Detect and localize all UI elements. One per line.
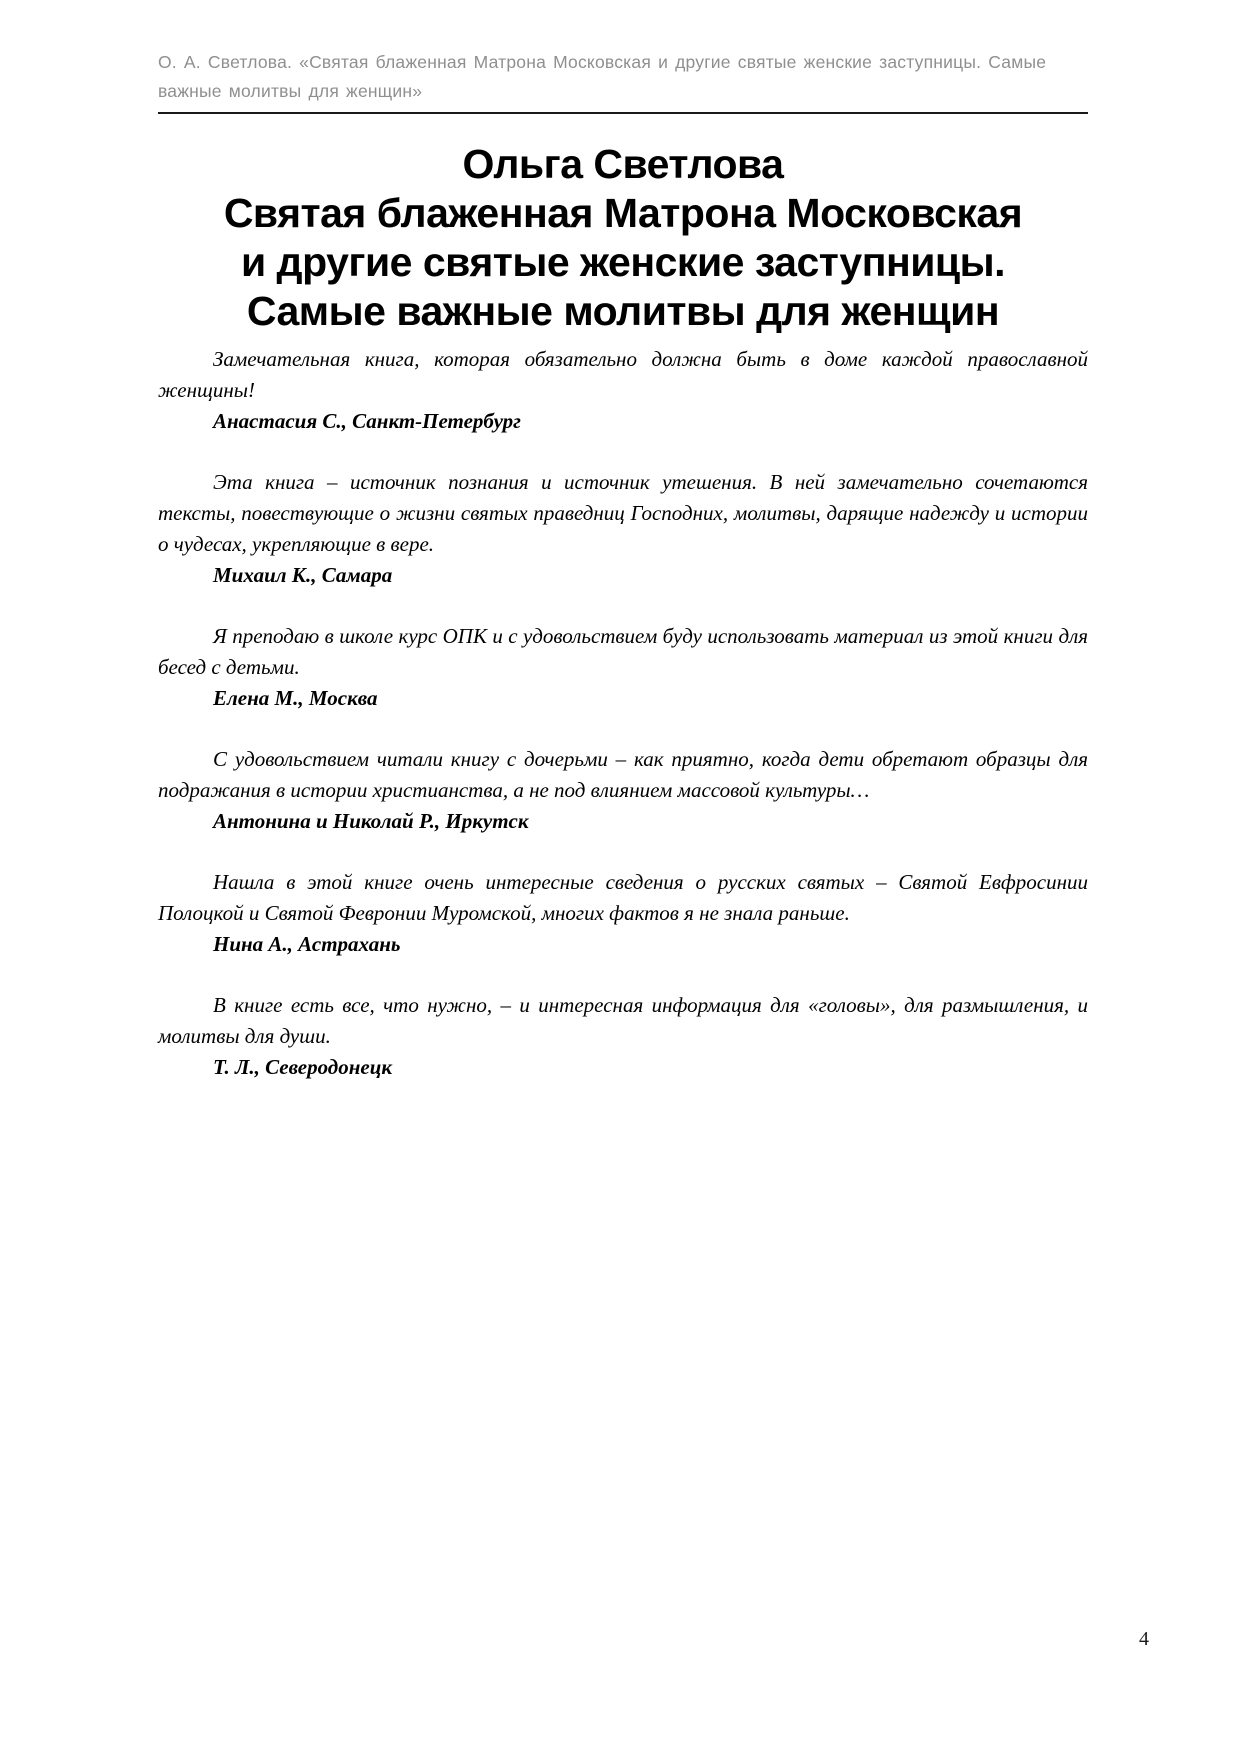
testimonial bbox=[158, 867, 1088, 960]
title-line-1: Святая блаженная Матрона Московская bbox=[223, 190, 1023, 236]
testimonial-quote: Я преподаю в школе курс ОПК и с удовольствием буду использовать материал из этой книги для бесед с детьми. bbox=[158, 624, 1088, 679]
title-line-2: и другие святые женские заступницы. bbox=[240, 239, 1006, 285]
book-title bbox=[158, 140, 1088, 336]
testimonial-quote: Нашла в этой книге очень интересные сведения о русских святых – Святой Евфросинии Полоцкой и Святой Февронии Муромской, многих фактов я не знала раньше. bbox=[158, 870, 1088, 925]
testimonial bbox=[158, 990, 1088, 1083]
title-line-3: Самые важные молитвы для женщин bbox=[246, 288, 1000, 334]
testimonial-author: Елена М., Москва bbox=[213, 686, 378, 710]
testimonial-quote: В книге есть все, что нужно, – и интересная информация для «головы», для размышления, и молитвы для души. bbox=[158, 993, 1088, 1048]
testimonial-author: Т. Л., Северодонецк bbox=[213, 1055, 393, 1079]
testimonial-quote: С удовольствием читали книгу с дочерьми – как приятно, когда дети обретают образцы для подражания в истории христианства, а не под влиянием массовой культуры… bbox=[158, 747, 1088, 802]
testimonial bbox=[158, 467, 1088, 591]
testimonial-quote: Замечательная книга, которая обязательно должна быть в доме каждой православной женщины! bbox=[158, 347, 1088, 402]
running-header: О. А. Светлова. «Святая блаженная Матрона Московская и другие святые женские заступницы. Самые важные молитвы для женщин» bbox=[158, 52, 1047, 101]
testimonial-author: Анастасия С., Санкт-Петербург bbox=[213, 409, 521, 433]
testimonial bbox=[158, 744, 1088, 837]
page-number: 4 bbox=[1139, 1628, 1149, 1650]
testimonial-quote: Эта книга – источник познания и источник утешения. В ней замечательно сочетаются тексты, повествующие о жизни святых праведниц Господних, молитвы, дарящие надежду и истории о чудесах, укрепляющие в вере. bbox=[158, 470, 1088, 556]
testimonial-author: Михаил К., Самара bbox=[213, 563, 393, 587]
testimonial bbox=[158, 344, 1088, 437]
testimonial-author: Антонина и Николай Р., Иркутск bbox=[213, 809, 529, 833]
testimonial-author: Нина А., Астрахань bbox=[213, 932, 401, 956]
page-content bbox=[158, 0, 1088, 1113]
testimonial bbox=[158, 621, 1088, 714]
header-rule bbox=[158, 112, 1088, 114]
title-line-author: Ольга Светлова bbox=[462, 141, 784, 187]
